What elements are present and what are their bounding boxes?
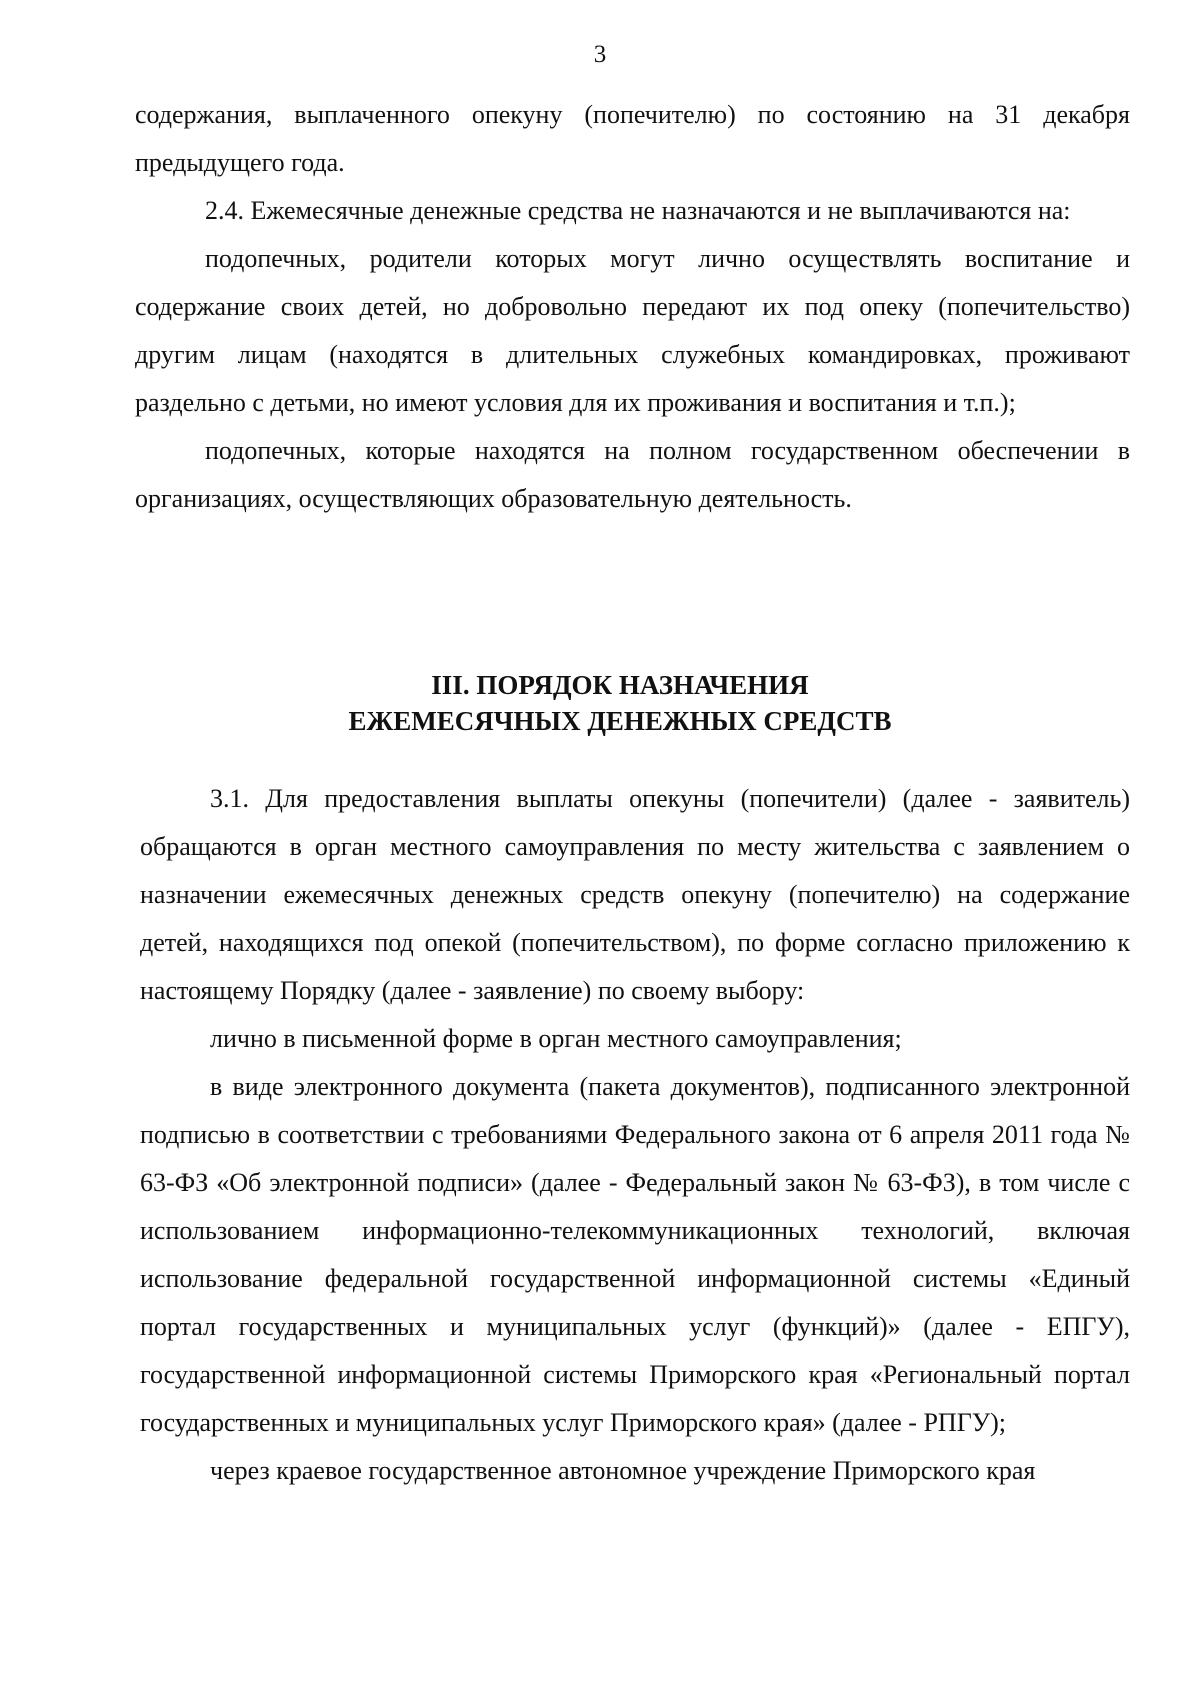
section-heading-line-2: ЕЖЕМЕСЯЧНЫХ ДЕНЕЖНЫХ СРЕДСТВ bbox=[348, 706, 892, 736]
paragraph-exclusion-2: подопечных, которые находятся на полном государственном обеспечении в организациях, осуществляющих образовательную деятельность. bbox=[135, 436, 1130, 513]
page-number: 3 bbox=[593, 41, 607, 68]
section-heading-line-1: III. ПОРЯДОК НАЗНАЧЕНИЯ bbox=[431, 670, 809, 700]
paragraph-in-person: лично в письменной форме в орган местного самоуправления; bbox=[210, 1024, 902, 1053]
paragraph-via-institution: через краевое государственное автономное учреждение Приморского края bbox=[210, 1456, 1036, 1485]
section-3-text bbox=[140, 775, 1130, 1495]
paragraph-3-1: 3.1. Для предоставления выплаты опекуны (попечители) (далее - заявитель) обращаются в орган местного самоуправления по месту жительства с заявлением о назначении ежемесячных денежных средств опекуну (попечителю) на содержание детей, находящихся под опекой (попечительством), по форме согласно приложению к настоящему Порядку (далее - заявление) по своему выбору: bbox=[140, 784, 1130, 1005]
paragraph-exclusion-1: подопечных, родители которых могут лично осуществлять воспитание и содержание своих детей, но добровольно передают их под опеку (попечительство) другим лицам (находятся в длительных служебных командировках, проживают раздельно с детьми, но имеют условия для их проживания и воспитания и т.п.); bbox=[135, 244, 1130, 417]
paragraph-continuation: содержания, выплаченного опекуну (попечителю) по состоянию на 31 декабря предыдущего года. bbox=[135, 100, 1130, 177]
paragraph-electronic: в виде электронного документа (пакета документов), подписанного электронной подписью в соответствии с требованиями Федерального закона от 6 апреля 2011 года № 63-ФЗ «Об электронной подписи» (далее - Федеральный закон № 63-ФЗ), в том числе с использованием информационно-телекоммуникационных технологий, включая использование федеральной государственной информационной системы «Единый портал государственных и муниципальных услуг (функций)» (далее - ЕПГУ), государственной информационной системы Приморского края «Региональный портал государственных и муниципальных услуг Приморского края» (далее - РПГУ); bbox=[140, 1072, 1130, 1437]
paragraph-2-4: 2.4. Ежемесячные денежные средства не назначаются и не выплачиваются на: bbox=[205, 196, 1071, 225]
section-2-text bbox=[135, 91, 1130, 523]
section-heading bbox=[0, 667, 1200, 739]
